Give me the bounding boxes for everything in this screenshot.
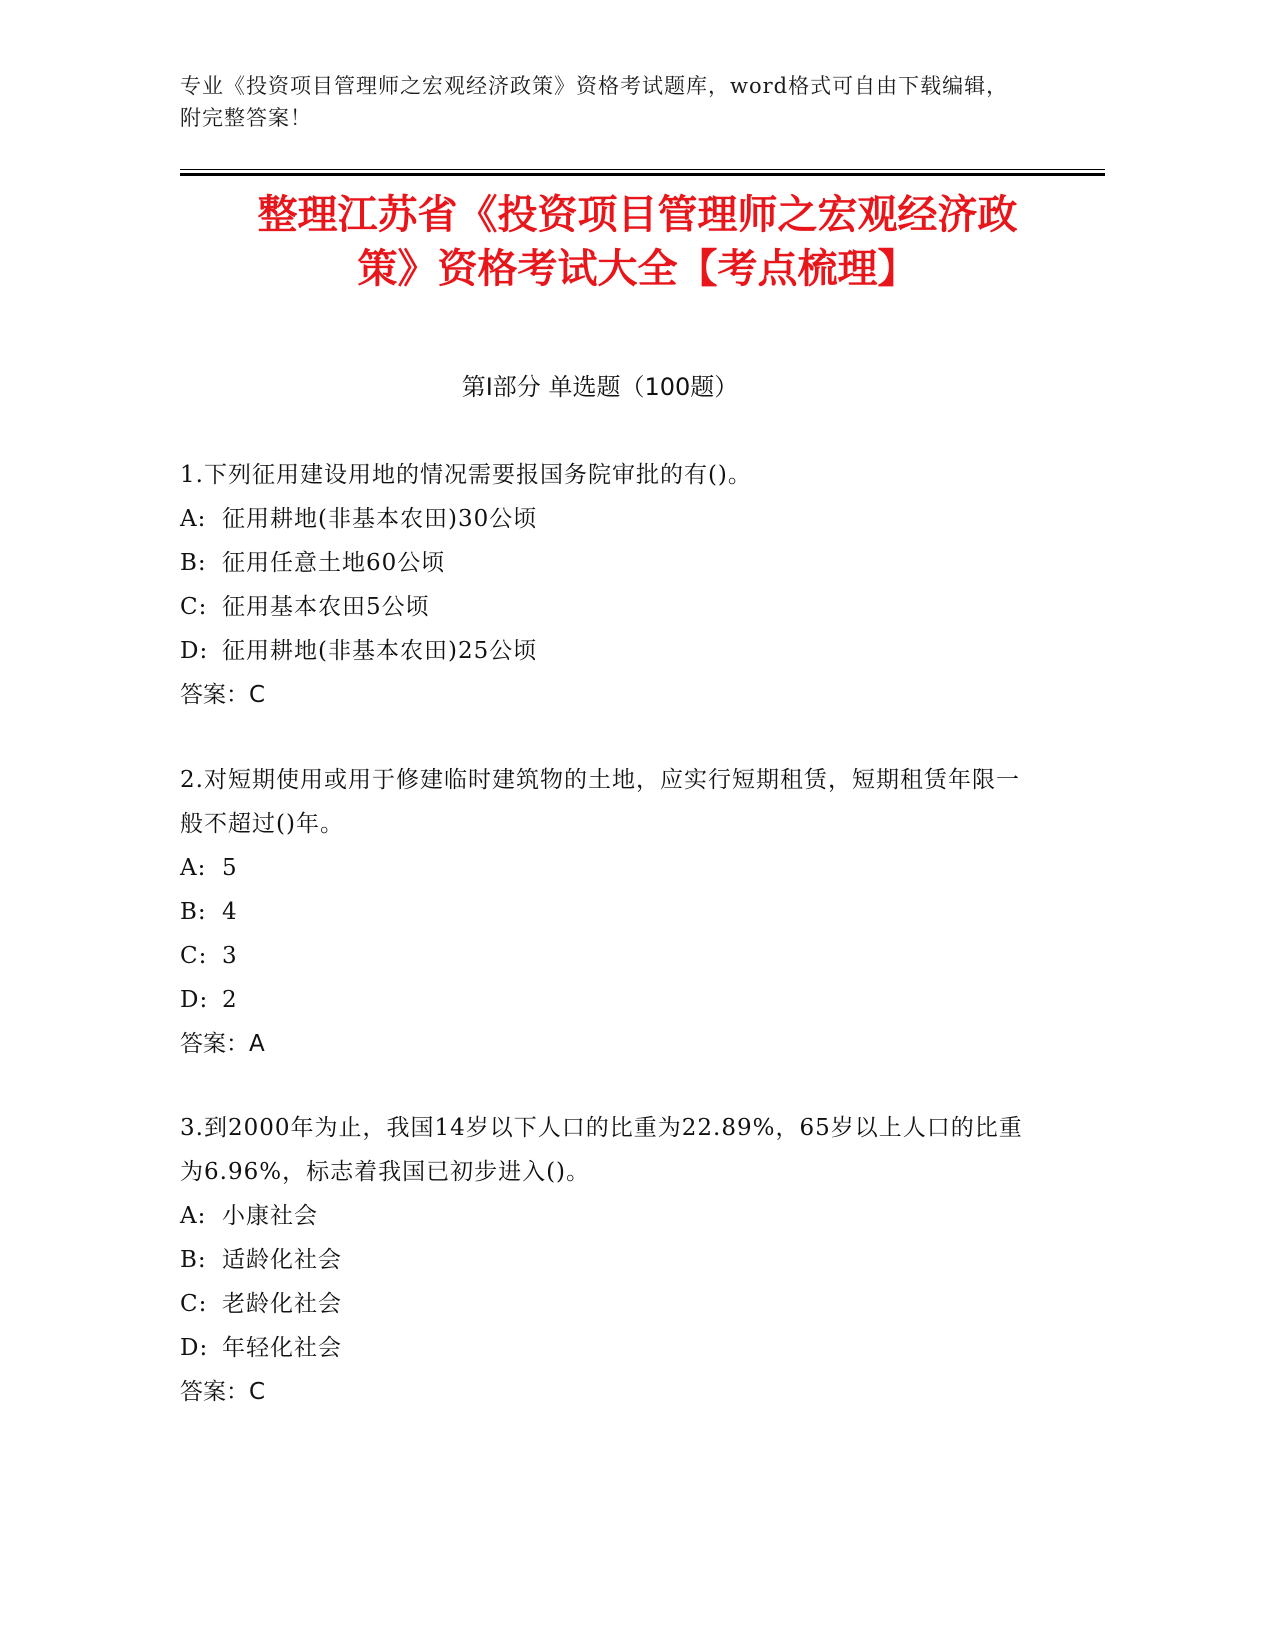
option-d [180,978,1040,1022]
answer-line: 答案：C [180,1379,266,1405]
option-letter: D: [180,987,209,1013]
question-stem: 1.下列征用建设用地的情况需要报国务院审批的有()。 [180,462,752,488]
option-b [180,1238,1040,1282]
option-text: 征用耕地(非基本农田)30公顷 [222,506,538,532]
option-text: 适龄化社会 [222,1247,342,1273]
document-title [150,188,1125,296]
option-letter: C: [180,594,208,620]
option-text: 3 [222,943,238,969]
option-c [180,1282,1040,1326]
answer-line: 答案：C [180,682,266,708]
header-divider-thick [180,173,1105,176]
option-letter: A: [180,506,207,532]
option-letter: D: [180,638,209,664]
option-letter: D: [180,1335,209,1361]
document-title-line-1: 整理江苏省《投资项目管理师之宏观经济政 [257,192,1018,238]
question-1 [180,453,1040,717]
option-text: 5 [222,855,238,881]
option-d [180,629,1040,673]
option-text: 征用基本农田5公顷 [222,594,430,620]
option-c [180,585,1040,629]
option-letter: C: [180,943,208,969]
question-stem: 2.对短期使用或用于修建临时建筑物的土地，应实行短期租赁，短期租赁年限一般不超过()年。 [180,767,1020,837]
question-2 [180,758,1040,1066]
option-letter: A: [180,855,207,881]
option-text: 征用耕地(非基本农田)25公顷 [222,638,538,664]
option-text: 征用任意土地60公顷 [222,550,446,576]
option-text: 小康社会 [222,1203,318,1229]
option-letter: B: [180,550,207,576]
option-letter: B: [180,1247,207,1273]
question-3 [180,1106,1040,1414]
option-text: 年轻化社会 [222,1335,342,1361]
option-b [180,890,1040,934]
option-d [180,1326,1040,1370]
page-header-note: 专业《投资项目管理师之宏观经济政策》资格考试题库，word格式可自由下载编辑，附完整答案！ [180,74,1009,130]
option-a [180,846,1040,890]
option-letter: A: [180,1203,207,1229]
option-c [180,934,1040,978]
question-stem: 3.到2000年为止，我国14岁以下人口的比重为22.89%，65岁以上人口的比重为6.96%，标志着我国已初步进入()。 [180,1115,1023,1185]
answer-line: 答案：A [180,1031,265,1057]
document-title-line-2: 策》资格考试大全【考点梳理】 [357,246,918,292]
option-letter: C: [180,1291,208,1317]
section-title: 第Ⅰ部分 单选题（100题） [461,373,739,401]
option-text: 2 [222,987,238,1013]
option-text: 老龄化社会 [222,1291,342,1317]
option-letter: B: [180,899,207,925]
option-text: 4 [222,899,238,925]
option-a [180,497,1040,541]
option-b [180,541,1040,585]
header-divider-thin [180,169,1105,170]
option-a [180,1194,1040,1238]
